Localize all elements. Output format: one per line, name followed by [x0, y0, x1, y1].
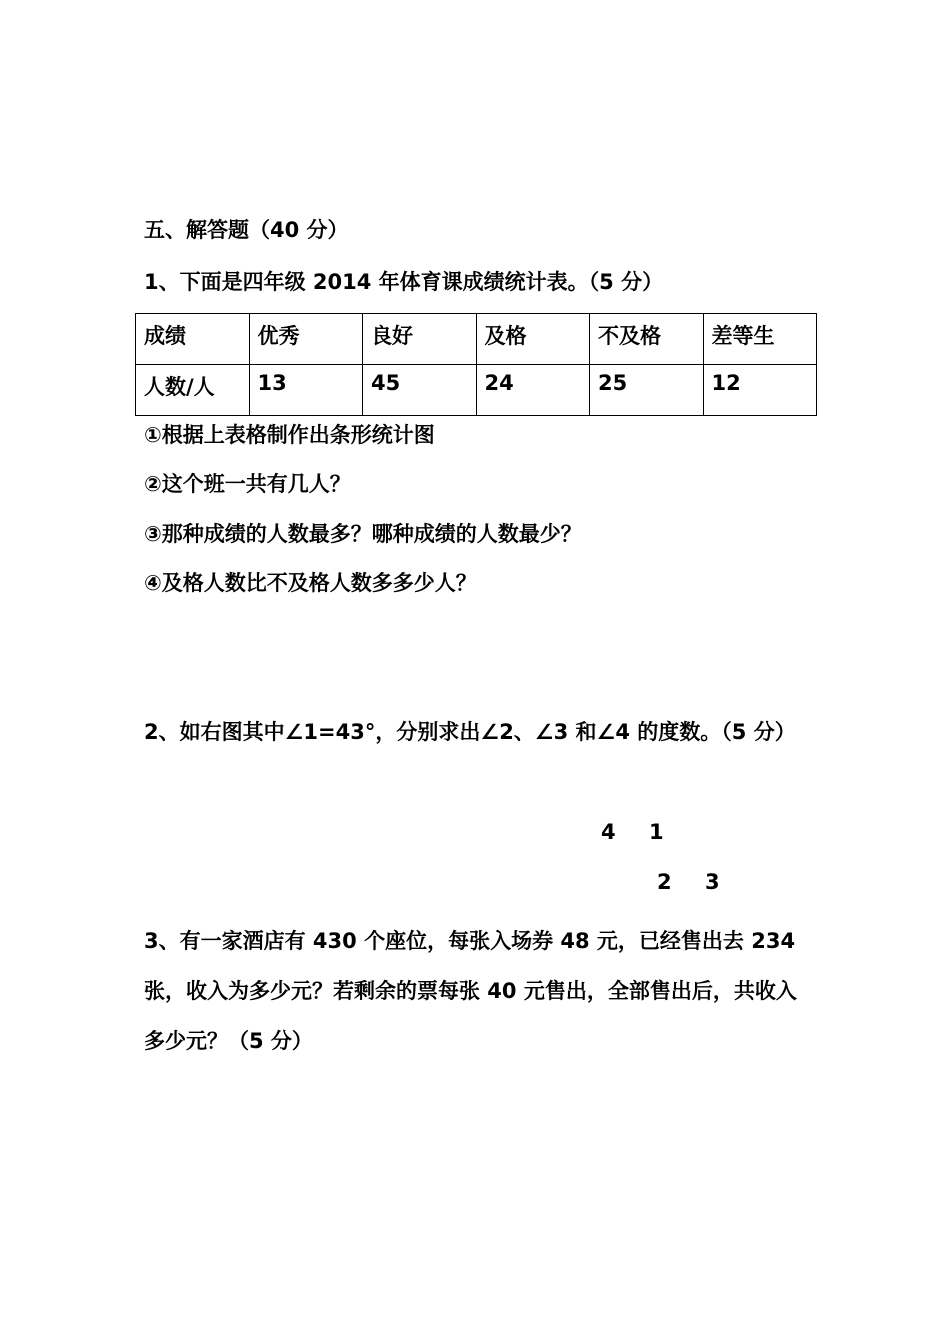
angle-label: 4	[601, 820, 616, 844]
table-cell: 13	[249, 365, 363, 416]
question-3-text: 3、有一家酒店有 430 个座位，每张入场券 48 元，已经售出去 234 张，收入为多少元？若剩余的票每张 40 元售出，全部售出后，共收入多少元？（5 分）	[144, 929, 797, 1053]
table-header-cell: 不及格	[590, 314, 704, 365]
table-header-row	[136, 314, 817, 365]
table-header-cell: 差等生	[703, 314, 817, 365]
table-row	[136, 365, 817, 416]
table-cell: 25	[590, 365, 704, 416]
score-table	[135, 313, 817, 416]
table-cell: 24	[476, 365, 590, 416]
angle-label: 1	[649, 820, 664, 844]
section-title: 五、解答题（40 分）	[144, 218, 349, 242]
question-1-subquestion: ①根据上表格制作出条形统计图	[144, 423, 435, 447]
table-header-cell: 及格	[476, 314, 590, 365]
table-header-cell: 良好	[363, 314, 477, 365]
question-1-subquestion: ②这个班一共有几人？	[144, 472, 351, 496]
table-cell: 人数/人	[136, 365, 250, 416]
question-1-subquestion: ③那种成绩的人数最多？哪种成绩的人数最少？	[144, 522, 582, 546]
table-header-cell: 优秀	[249, 314, 363, 365]
question-2-title: 2、如右图其中∠1=43°，分别求出∠2、∠3 和∠4 的度数。（5 分）	[144, 720, 796, 744]
angle-label: 3	[705, 870, 720, 894]
table-header-cell: 成绩	[136, 314, 250, 365]
question-1-subquestion: ④及格人数比不及格人数多多少人？	[144, 571, 477, 595]
table-cell: 12	[703, 365, 817, 416]
angle-label: 2	[657, 870, 672, 894]
question-1-title: 1、下面是四年级 2014 年体育课成绩统计表。（5 分）	[144, 270, 664, 294]
table-cell: 45	[363, 365, 477, 416]
